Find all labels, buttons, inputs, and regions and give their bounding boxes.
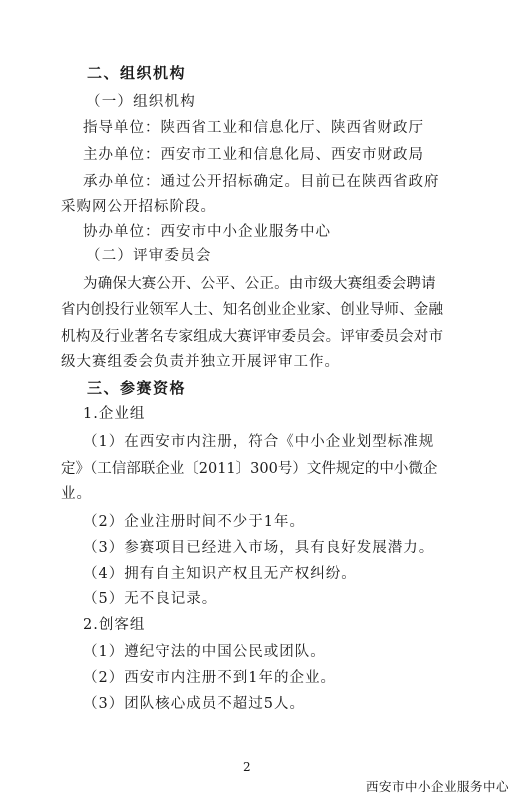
page-number: 2 (243, 760, 251, 774)
body-line: 机构及行业著名专家组成大赛评审委员会。评审委员会对市 (61, 329, 444, 345)
section-heading-eligibility: 三、参赛资格 (87, 379, 187, 397)
footer-source: 西安市中小企业服务中心 (365, 779, 509, 794)
body-line: （4）拥有自主知识产权且无产权纠纷。 (83, 566, 357, 582)
body-line: 2.创客组 (83, 617, 146, 633)
body-line: 协办单位：西安市中小企业服务中心 (83, 224, 331, 240)
body-line: （3）团队核心成员不超过5人。 (83, 696, 305, 712)
body-line: （3）参赛项目已经进入市场，具有良好发展潜力。 (83, 540, 435, 556)
body-line: 省内创投行业领军人士、知名创业企业家、创业导师、金融 (61, 302, 444, 318)
body-line: （2）企业注册时间不少于1年。 (83, 514, 305, 530)
body-line: 承办单位：通过公开招标确定。目前已在陕西省政府 (83, 174, 440, 190)
body-line: 为确保大赛公开、公平、公正。由市级大赛组委会聘请 (83, 276, 436, 292)
body-line: 主办单位：西安市工业和信息化局、西安市财政局 (83, 147, 424, 163)
body-line: 采购网公开招标阶段。 (61, 199, 216, 215)
body-line: 定》（工信部联企业〔2011〕300号）文件规定的中小微企 (61, 461, 438, 477)
body-line: （1）遵纪守法的中国公民或团队。 (83, 644, 326, 660)
subsection-heading-review-committee: （二）评审委员会 (86, 248, 212, 264)
body-line: （5）无不良记录。 (83, 591, 218, 607)
body-line: 业。 (61, 486, 92, 502)
body-line: （2）西安市内注册不到1年的企业。 (83, 670, 336, 686)
body-line: 1.企业组 (83, 406, 146, 422)
subsection-heading-organization: （一）组织机构 (86, 94, 196, 110)
body-line: （1）在西安市内注册，符合《中小企业划型标准规 (83, 434, 435, 450)
section-heading-organization: 二、组织机构 (87, 64, 187, 82)
body-line: 级大赛组委会负责并独立开展评审工作。 (61, 354, 340, 370)
body-line: 指导单位：陕西省工业和信息化厅、陕西省财政厅 (83, 120, 424, 136)
